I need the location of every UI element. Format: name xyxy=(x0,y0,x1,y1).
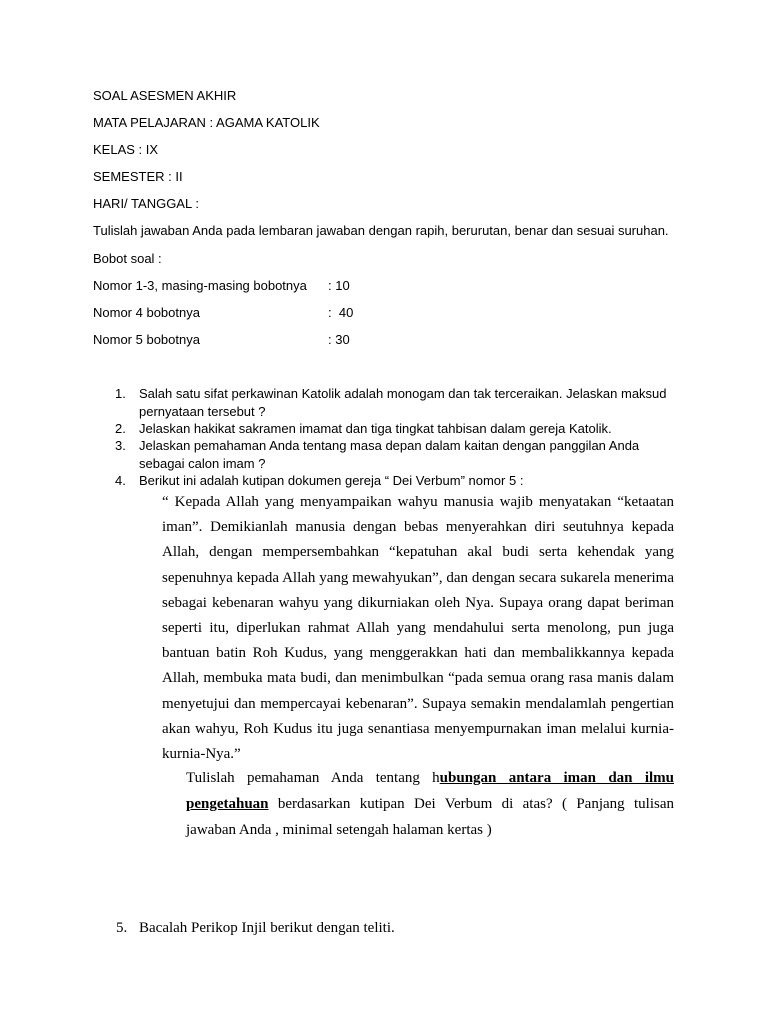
task-text: berdasarkan kutipan Dei Verbum di atas? ( Panjang tulisan jawaban Anda , minimal setengah halaman kertas ) xyxy=(186,796,674,838)
task-text: Tulislah pemahaman Anda tentang h xyxy=(186,770,440,786)
weight-label: Nomor 4 bobotnya xyxy=(93,305,200,320)
question-4-task xyxy=(186,765,674,843)
exam-title: SOAL ASESMEN AKHIR xyxy=(93,88,237,103)
question-text: Berikut ini adalah kutipan dokumen gereja “ Dei Verbum” nomor 5 : xyxy=(139,473,524,488)
question-item xyxy=(115,472,675,490)
weight-value: : 10 xyxy=(328,278,350,293)
question-text: Jelaskan pemahaman Anda tentang masa depan dalam kaitan dengan panggilan Anda sebagai calon imam ? xyxy=(139,438,640,471)
weights-heading: Bobot soal : xyxy=(93,251,162,266)
question-number: 3. xyxy=(115,438,126,453)
weight-value: : 30 xyxy=(328,332,350,347)
question-text: Bacalah Perikop Injil berikut dengan teliti. xyxy=(139,920,395,936)
question-5 xyxy=(116,918,395,938)
weight-label: Nomor 5 bobotnya xyxy=(93,332,200,347)
question-number: 2. xyxy=(115,421,126,436)
question-text: Jelaskan hakikat sakramen imamat dan tiga tingkat tahbisan dalam gereja Katolik. xyxy=(139,421,612,436)
question-number: 5. xyxy=(116,920,128,936)
semester-line: SEMESTER : II xyxy=(93,169,183,184)
subject-line: MATA PELAJARAN : AGAMA KATOLIK xyxy=(93,115,320,130)
question-item xyxy=(115,385,675,421)
question-number: 1. xyxy=(115,386,126,401)
task-emphasis: ubungan antara iman dan ilmu pengetahuan xyxy=(186,770,674,812)
question-number: 4. xyxy=(115,473,126,488)
date-line: HARI/ TANGGAL : xyxy=(93,196,199,211)
question-text: Salah satu sifat perkawinan Katolik adalah monogam dan tak terceraikan. Jelaskan maksud pernyataan tersebut ? xyxy=(139,386,667,419)
question-item xyxy=(115,437,675,473)
dei-verbum-quote: “ Kepada Allah yang menyampaikan wahyu manusia wajib menyatakan “ketaatan iman”. Demikianlah manusia dengan bebas menyerahkan diri seutuhnya kepada Allah, dengan mempersembahkan “kepatuhan akal budi serta kehendak yang sepenuhnya kepada Allah yang mewahyukan”, dan dengan secara sukarela menerima sebagai kebenaran wahyu yang dikurniakan oleh Nya. Supaya orang dapat beriman seperti itu, diperlukan rahmat Allah yang mendahului serta menolong, pun juga bantuan batin Roh Kudus, yang menggerakkan hati dan membalikkannya kepada Allah, membuka mata budi, dan menimbulkan “pada semua orang rasa manis dalam menyetujui dan mempercayai kebenaran”. Supaya semakin mendalamlah pengertian akan wahyu, Roh Kudus itu juga senantiasa menyempurnakan iman melalui kurnia-kurnia-Nya.” xyxy=(162,494,674,763)
grade-line: KELAS : IX xyxy=(93,142,159,157)
instructions: Tulislah jawaban Anda pada lembaran jawaban dengan rapih, berurutan, benar dan sesuai suruhan. xyxy=(93,223,669,238)
weight-value: : 40 xyxy=(328,305,354,320)
question-item xyxy=(115,420,675,438)
weight-label: Nomor 1-3, masing-masing bobotnya xyxy=(93,278,307,293)
